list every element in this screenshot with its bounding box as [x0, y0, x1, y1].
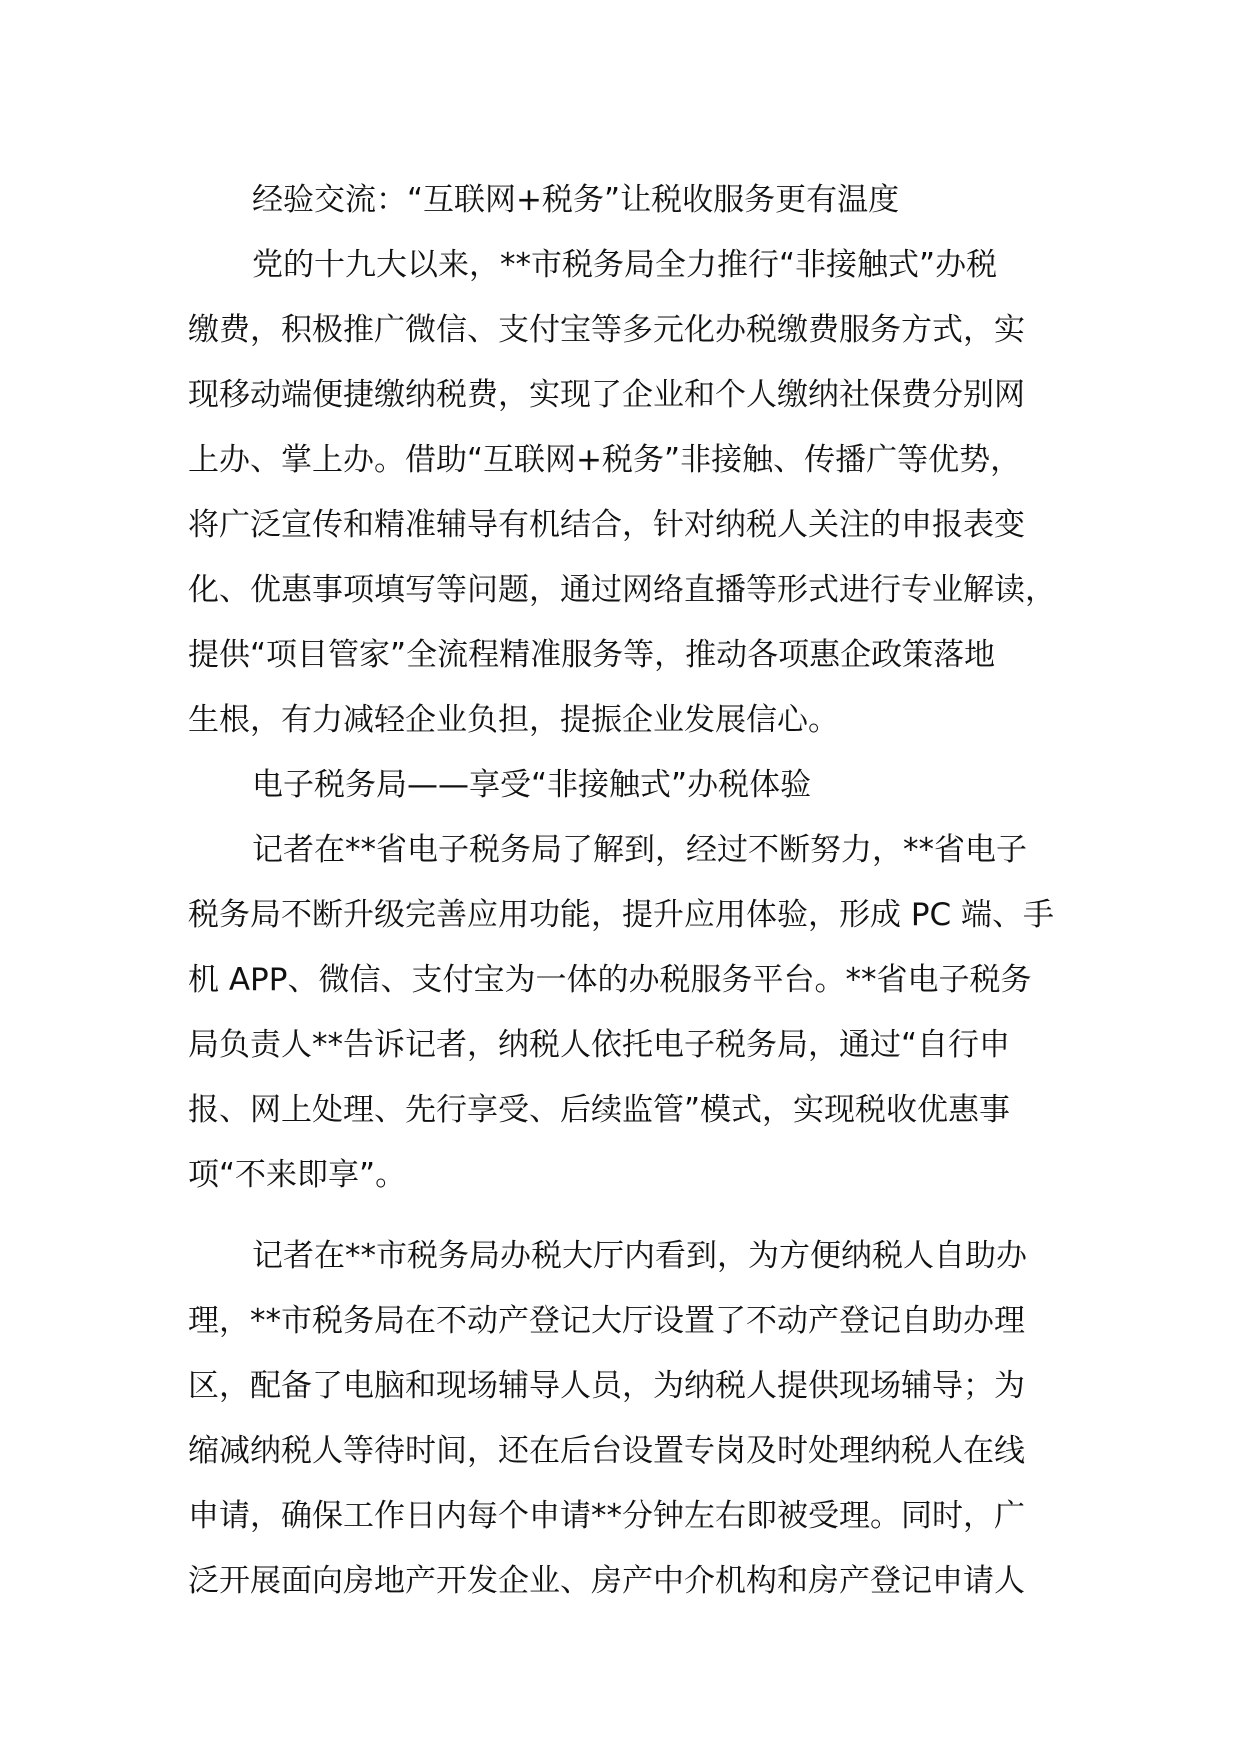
paragraph-line: 区，配备了电脑和现场辅导人员，为纳税人提供现场辅导；为 — [188, 1368, 1025, 1404]
document-body — [188, 168, 1088, 1614]
paragraph-line: 提供“项目管家”全流程精准服务等，推动各项惠企政策落地 — [188, 637, 996, 673]
paragraph-line: 机 APP、微信、支付宝为一体的办税服务平台。**省电子税务 — [188, 962, 1032, 998]
paragraph-line: 局负责人**告诉记者，纳税人依托电子税务局，通过“自行申 — [188, 1027, 1011, 1063]
paragraph-line: 现移动端便捷缴纳税费，实现了企业和个人缴纳社保费分别网 — [188, 377, 1025, 413]
paragraph-line: 理，**市税务局在不动产登记大厅设置了不动产登记自助办理 — [188, 1303, 1025, 1339]
paragraph-line: 党的十九大以来，**市税务局全力推行“非接触式”办税 — [252, 247, 998, 283]
paragraph-line: 记者在**市税务局办税大厅内看到，为方便纳税人自助办 — [252, 1238, 1027, 1274]
paragraph-line: 记者在**省电子税务局了解到，经过不断努力，**省电子 — [252, 832, 1027, 868]
paragraph-2 — [188, 818, 1088, 1208]
paragraph-line: 将广泛宣传和精准辅导有机结合，针对纳税人关注的申报表变 — [188, 507, 1025, 543]
paragraph-line: 税务局不断升级完善应用功能，提升应用体验，形成 PC 端、手 — [188, 897, 1055, 933]
paragraph-line: 上办、掌上办。借助“互联网+税务”非接触、传播广等优势， — [188, 442, 1022, 478]
paragraph-line: 项“不来即享”。 — [188, 1157, 407, 1193]
document-title: 经验交流：“互联网+税务”让税收服务更有温度 — [252, 182, 900, 218]
paragraph-line: 缴费，积极推广微信、支付宝等多元化办税缴费服务方式，实 — [188, 312, 1025, 348]
paragraph-line: 申请，确保工作日内每个申请**分钟左右即被受理。同时，广 — [188, 1498, 1025, 1534]
paragraph-line: 化、优惠事项填写等问题，通过网络直播等形式进行专业解读， — [188, 572, 1056, 608]
paragraph-3 — [188, 1224, 1088, 1614]
paragraph-line: 缩减纳税人等待时间，还在后台设置专岗及时处理纳税人在线 — [188, 1433, 1025, 1469]
paragraph-1 — [188, 233, 1088, 753]
paragraph-line: 报、网上处理、先行享受、后续监管”模式，实现税收优惠事 — [188, 1092, 1011, 1128]
section-subheading: 电子税务局——享受“非接触式”办税体验 — [252, 767, 812, 803]
paragraph-line: 生根，有力减轻企业负担，提振企业发展信心。 — [188, 702, 839, 738]
paragraph-line: 泛开展面向房地产开发企业、房产中介机构和房产登记申请人 — [188, 1563, 1025, 1599]
